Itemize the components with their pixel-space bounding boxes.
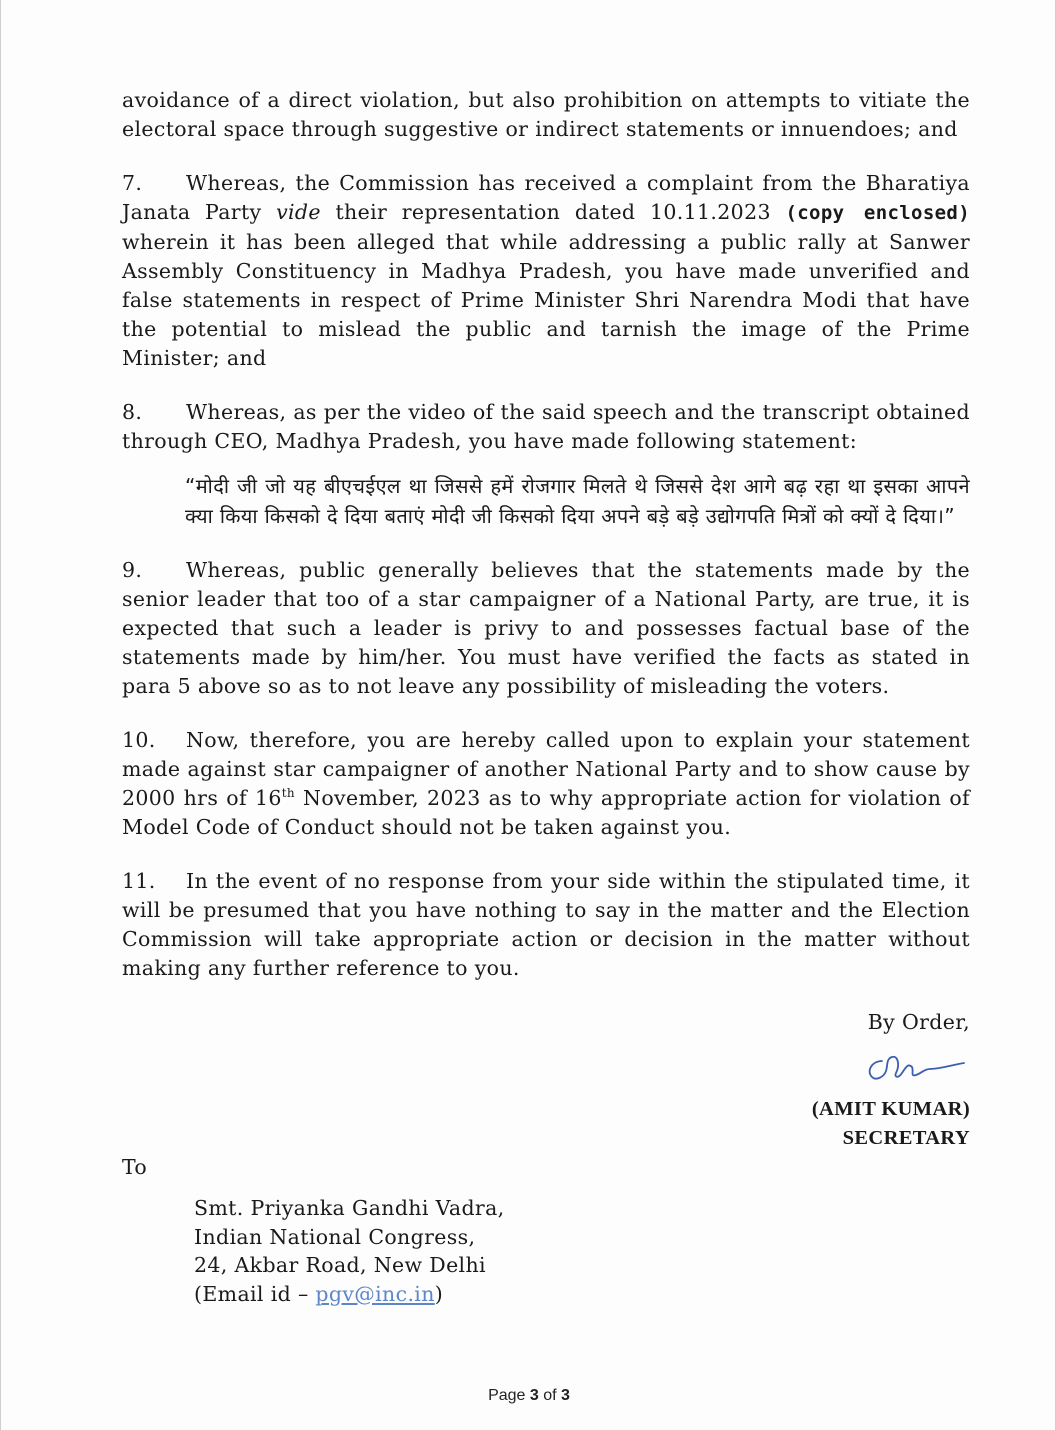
signer-designation: SECRETARY <box>842 1127 970 1149</box>
to-label: To <box>122 1155 148 1179</box>
recipient-organization: Indian National Congress, <box>194 1224 476 1249</box>
paragraph-9 <box>122 556 970 701</box>
handwritten-signature <box>860 1047 970 1087</box>
paragraph-number: 10. <box>122 728 156 752</box>
paragraph-text: Whereas, the Commission has received a complaint from the Bharatiya Janata Party <box>122 171 970 224</box>
paragraph-text: their representation dated 10.11.2023 <box>320 200 786 224</box>
signer-name: (AMIT KUMAR) <box>811 1098 970 1120</box>
paragraph-text: Whereas, as per the video of the said speech and the transcript obtained through CEO, Madhya Pradesh, you have made following statement: <box>122 400 970 453</box>
copy-enclosed-label: (copy enclosed) <box>785 202 971 224</box>
signature-block <box>122 1008 970 1153</box>
paragraph-10 <box>122 726 970 842</box>
hindi-quote: “मोदी जी जो यह बीएचईएल था जिससे हमें रोजगार मिलते थे जिससे देश आगे बढ़ रहा था इसका आपने क्या किया किसको दे दिया बताएं मोदी जी किसको दिया अपने बड़े बड़े उद्योगपति मित्रों को क्यों दे दिया।” <box>185 474 970 528</box>
paragraph-number: 9. <box>122 558 143 582</box>
paragraph-text: Now, therefore, you are hereby called upon to explain your statement made against star campaigner of another National Party and to show cause by 2000 hrs of 16 <box>122 728 970 810</box>
email-link[interactable]: pgv@inc.in <box>315 1281 435 1306</box>
recipient-address <box>194 1194 970 1308</box>
of-label: of <box>538 1387 562 1404</box>
paragraph-8 <box>122 398 970 456</box>
paragraph-number: 7. <box>122 171 143 195</box>
recipient-email-line <box>194 1280 970 1309</box>
email-prefix: (Email id – <box>194 1281 316 1306</box>
paragraph-number: 8. <box>122 400 143 424</box>
italic-vide: vide <box>276 200 321 224</box>
page-footer <box>1 1387 1056 1405</box>
paragraph-text: In the event of no response from your side within the stipulated time, it will be presumed that you have nothing to say in the matter and the Election Commission will take appropriate action or decision in the matter without making any further reference to you. <box>122 869 970 980</box>
page-total: 3 <box>561 1387 570 1404</box>
recipient-street: 24, Akbar Road, New Delhi <box>194 1253 486 1277</box>
page-current: 3 <box>529 1387 539 1404</box>
paragraph-text: November, 2023 as to why appropriate action for violation of Model Code of Conduct should not be taken against you. <box>122 786 970 839</box>
email-suffix: ) <box>434 1281 444 1306</box>
letter-body <box>122 86 970 1308</box>
paragraph-text: wherein it has been alleged that while addressing a public rally at Sanwer Assembly Constituency in Madhya Pradesh, you have made unverified and false statements in respect of Prime Minister Shri Narendra Modi that have the potential to mislead the public and tarnish the image of the Prime Minister; and <box>122 230 970 370</box>
paragraph-11 <box>122 867 970 983</box>
superscript-th: th <box>281 786 295 801</box>
page-label: Page <box>488 1387 530 1404</box>
paragraph-text: Whereas, public generally believes that the statements made by the senior leader that too of a star campaigner of a National Party, are true, it is expected that such a leader is privy to and possesses factual base of the statements made by him/her. You must have verified the facts as stated in para 5 above so as to not leave any possibility of misleading the voters. <box>122 558 970 698</box>
recipient-name: Smt. Priyanka Gandhi Vadra, <box>194 1196 505 1220</box>
recipient-block <box>122 1153 970 1308</box>
paragraph-number: 11. <box>122 869 156 893</box>
by-order-text: By Order, <box>867 1010 970 1034</box>
intro-paragraph <box>122 86 970 144</box>
intro-text: avoidance of a direct violation, but also prohibition on attempts to vitiate the electoral space through suggestive or indirect statements or innuendoes; and <box>122 88 970 141</box>
paragraph-7 <box>122 169 970 373</box>
